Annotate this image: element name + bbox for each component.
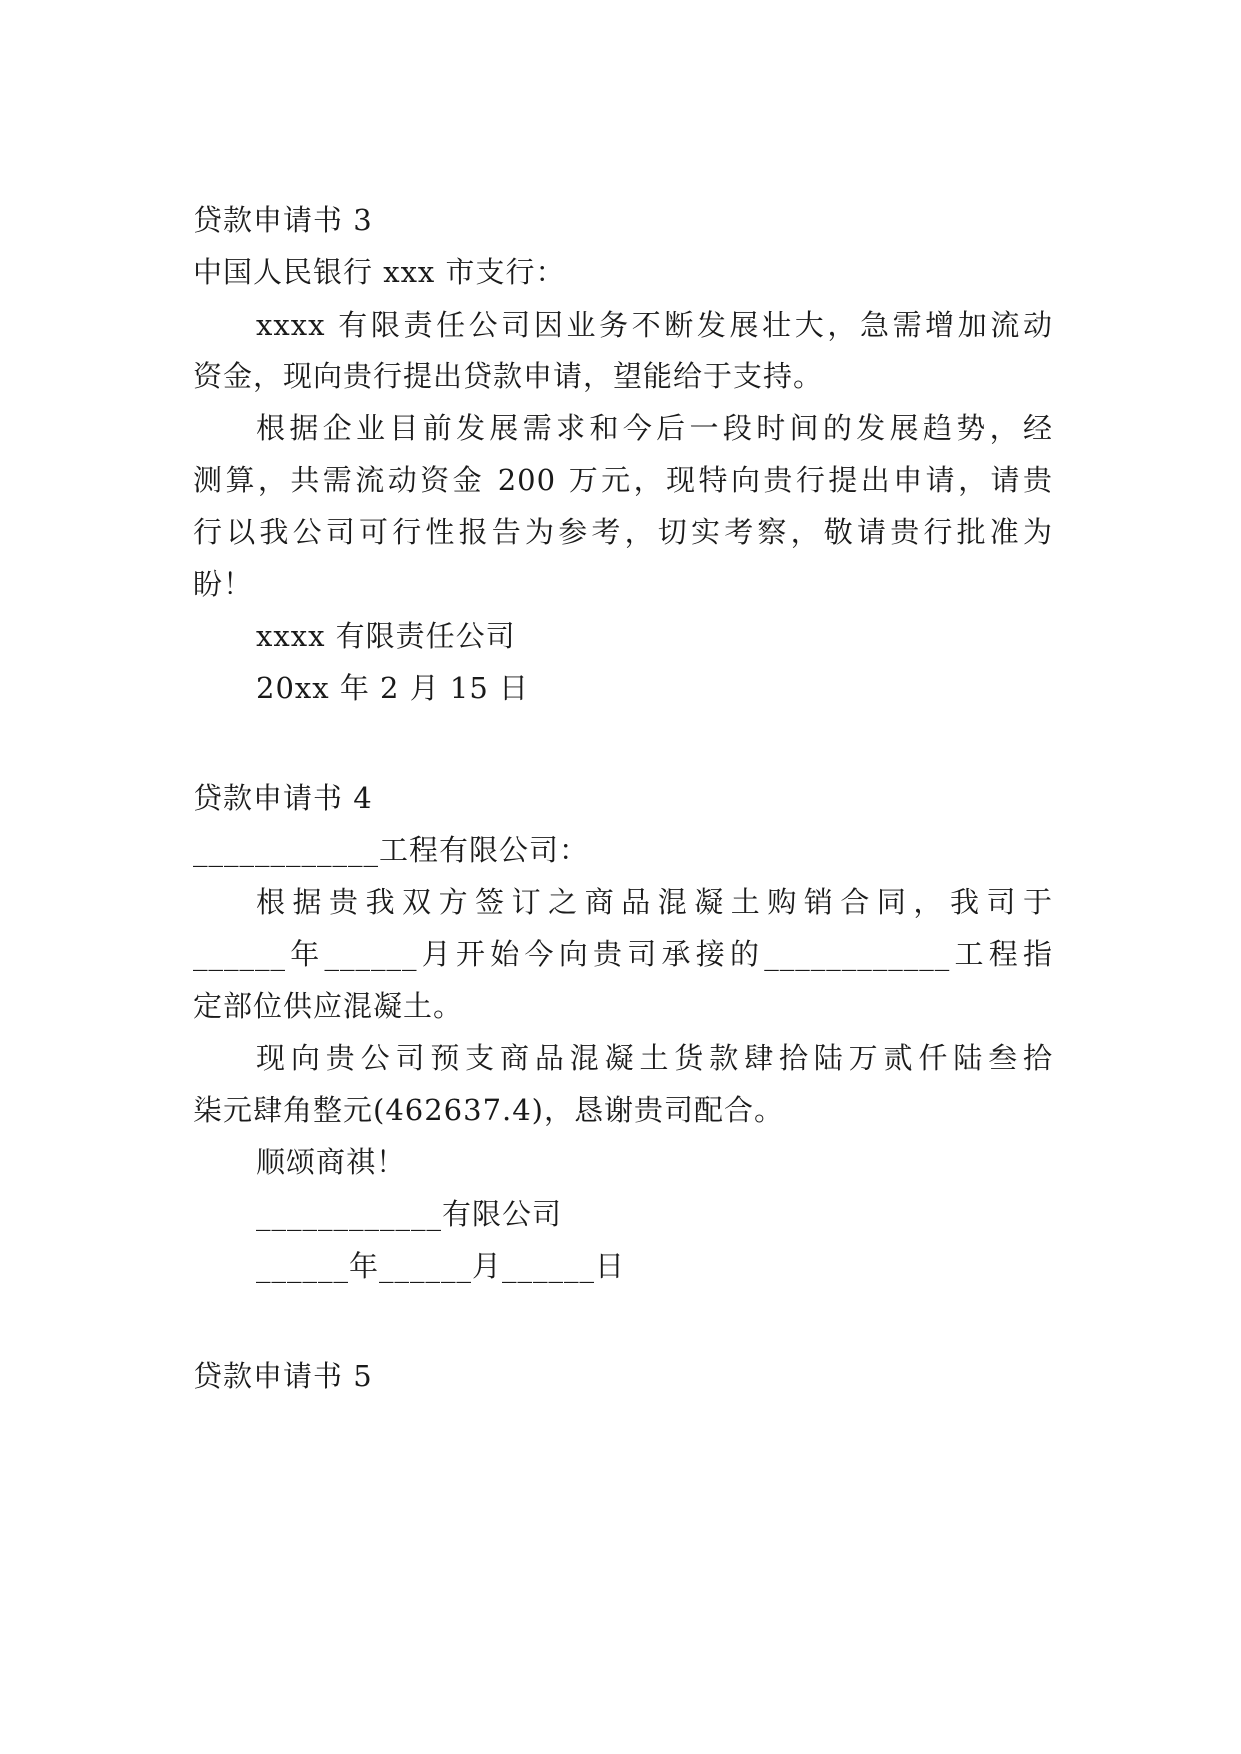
section4-paragraph1-line1: 根据贵我双方签订之商品混凝土购销合同，我司于: [256, 885, 1053, 919]
section4-date: ______年______月______日: [256, 1249, 626, 1283]
section4-signer: ____________有限公司: [256, 1197, 563, 1231]
section3-salutation: 中国人民银行 xxx 市支行：: [193, 255, 566, 289]
section3-title: 贷款申请书 3: [193, 203, 373, 237]
section3-date: 20xx 年 2 月 15 日: [256, 671, 530, 705]
section4-paragraph2-line1: 现向贵公司预支商品混凝土货款肆拾陆万贰仟陆叁拾: [256, 1041, 1053, 1075]
section5-title: 贷款申请书 5: [193, 1359, 373, 1393]
section3-signer: xxxx 有限责任公司: [256, 619, 516, 653]
section4-closing: 顺颂商祺！: [256, 1145, 407, 1179]
section3-paragraph2-line4: 盼！: [193, 567, 254, 601]
section4-paragraph1-line2: ______年______月开始今向贵司承接的____________工程指: [193, 937, 1053, 971]
section4-paragraph1-line3: 定部位供应混凝土。: [193, 989, 464, 1023]
section3-paragraph2-line2: 测算，共需流动资金 200 万元，现特向贵行提出申请，请贵: [193, 463, 1053, 497]
section3-paragraph1-line2: 资金，现向贵行提出贷款申请，望能给于支持。: [193, 359, 824, 393]
section3-paragraph1-line1: xxxx 有限责任公司因业务不断发展壮大，急需增加流动: [256, 308, 1053, 342]
section4-title: 贷款申请书 4: [193, 781, 373, 815]
section4-paragraph2-line2: 柒元肆角整元(462637.4)，恳谢贵司配合。: [193, 1093, 785, 1127]
section4-salutation: ____________工程有限公司：: [193, 833, 590, 867]
section3-paragraph2-line1: 根据企业目前发展需求和今后一段时间的发展趋势，经: [256, 411, 1053, 445]
section3-paragraph2-line3: 行以我公司可行性报告为参考，切实考察，敬请贵行批准为: [193, 515, 1053, 549]
